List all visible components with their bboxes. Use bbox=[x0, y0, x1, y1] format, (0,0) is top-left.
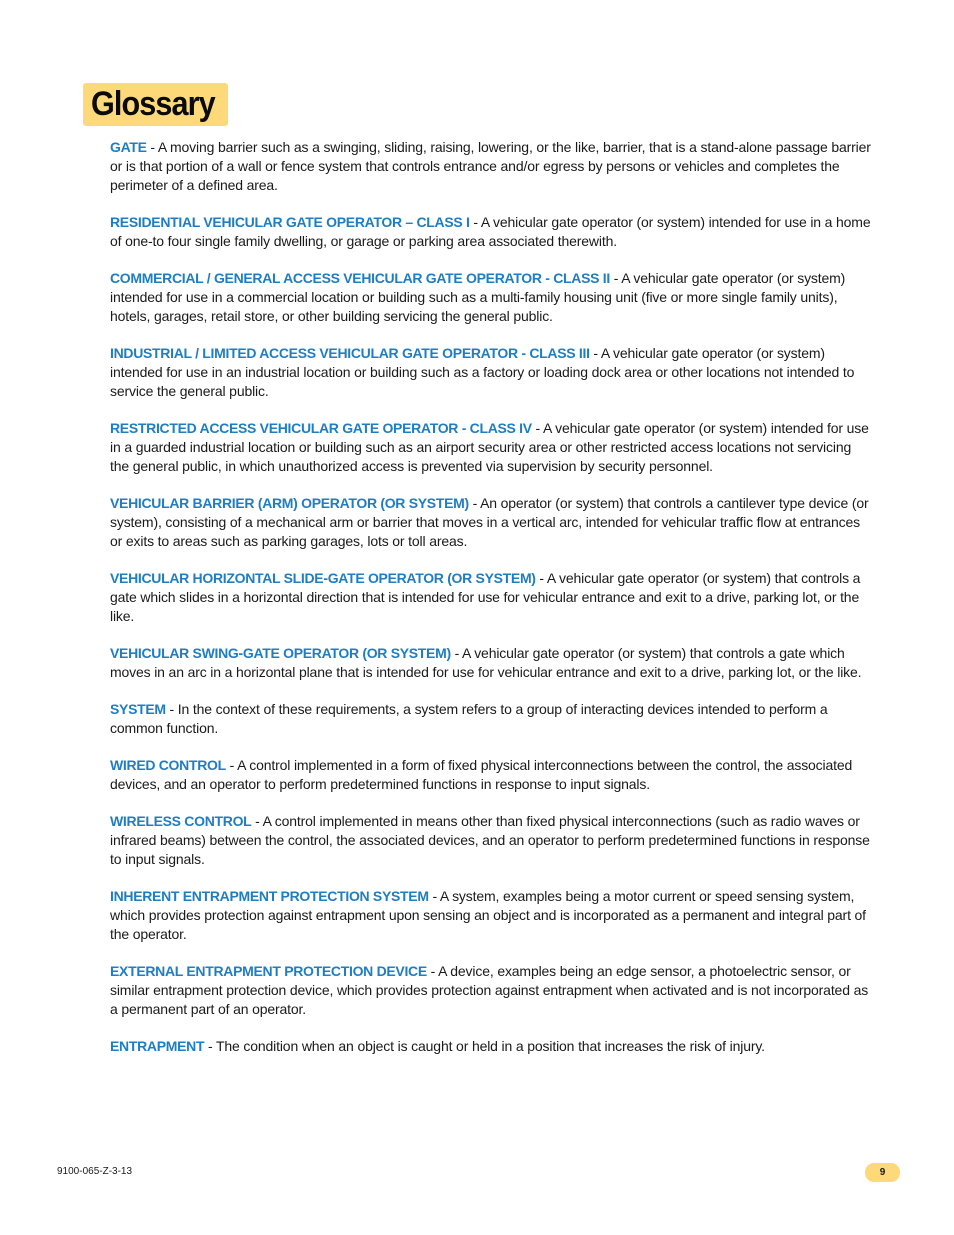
glossary-entry-wired-control bbox=[110, 756, 872, 794]
glossary-definition: - In the context of these requirements, a system refers to a group of interacting devices intended to perform a common function. bbox=[110, 701, 828, 736]
page-number-badge: 9 bbox=[865, 1163, 900, 1182]
glossary-entry-commercial-class-ii bbox=[110, 269, 872, 326]
glossary-term: GATE bbox=[110, 139, 147, 155]
glossary-definition: - A vehicular gate operator (or system) that controls a gate which slides in a horizontal direction that is intended for use for vehicular entrance and exit to a drive, parking lot, or the like. bbox=[110, 570, 861, 624]
glossary-definition: - A control implemented in a form of fixed physical interconnections between the control, the associated devices, and an operator to perform predetermined functions in response to input signals. bbox=[110, 757, 853, 792]
glossary-entry-slide-gate-operator bbox=[110, 569, 872, 626]
glossary-term: VEHICULAR SWING-GATE OPERATOR (OR SYSTEM) bbox=[110, 645, 451, 661]
glossary-definition: - A moving barrier such as a swinging, sliding, raising, lowering, or the like, barrier, that is a stand-alone passage barrier or is that portion of a wall or fence system that controls entrance and/or egress by persons or vehicles and completes the perimeter of a defined area. bbox=[110, 139, 871, 193]
glossary-entry-gate bbox=[110, 138, 872, 195]
glossary-definition: - The condition when an object is caught or held in a position that increases the risk of injury. bbox=[204, 1038, 765, 1054]
glossary-term: RESTRICTED ACCESS VEHICULAR GATE OPERATOR - CLASS IV bbox=[110, 420, 532, 436]
glossary-definition: - A vehicular gate operator (or system) that controls a gate which moves in an arc in a horizontal plane that is intended for use for vehicular entrance and exit to a drive, parking lot, or the like. bbox=[110, 645, 862, 680]
glossary-entry-external-entrapment-protection bbox=[110, 962, 872, 1019]
glossary-entry-restricted-class-iv bbox=[110, 419, 872, 476]
glossary-term: VEHICULAR BARRIER (ARM) OPERATOR (OR SYSTEM) bbox=[110, 495, 469, 511]
glossary-definition: - A vehicular gate operator (or system) intended for use in a guarded industrial location or building such as an airport security area or other restricted access locations not servicing the general public, in which unauthorized access is prevented via supervision by security personnel. bbox=[110, 420, 869, 474]
glossary-term: WIRED CONTROL bbox=[110, 757, 226, 773]
glossary-entry-inherent-entrapment-protection bbox=[110, 887, 872, 944]
glossary-definition: - A system, examples being a motor current or speed sensing system, which provides protection against entrapment upon sensing an object and is incorporated as a permanent and integral part of the operator. bbox=[110, 888, 866, 942]
glossary-entry-system bbox=[110, 700, 872, 738]
glossary-term: INDUSTRIAL / LIMITED ACCESS VEHICULAR GATE OPERATOR - CLASS III bbox=[110, 345, 590, 361]
glossary-list bbox=[110, 138, 872, 1074]
glossary-term: COMMERCIAL / GENERAL ACCESS VEHICULAR GATE OPERATOR - CLASS II bbox=[110, 270, 610, 286]
glossary-definition: - A device, examples being an edge sensor, a photoelectric sensor, or similar entrapment protection device, which provides protection against entrapment when activated and is not incorporated as a permanent part of an operator. bbox=[110, 963, 869, 1017]
document-code: 9100-065-Z-3-13 bbox=[57, 1166, 133, 1177]
glossary-definition: - A control implemented in means other than fixed physical interconnections (such as radio waves or infrared beams) between the control, the associated devices, and an operator to perform predetermined functions in response to input signals. bbox=[110, 813, 870, 867]
page-title: Glossary bbox=[91, 85, 215, 123]
page-title-banner bbox=[83, 83, 228, 126]
glossary-definition: - A vehicular gate operator (or system) intended for use in a home of one-to four single family dwelling, or garage or parking area associated therewith. bbox=[110, 214, 871, 249]
glossary-entry-entrapment bbox=[110, 1037, 872, 1056]
glossary-definition: - An operator (or system) that controls a cantilever type device (or system), consisting of a mechanical arm or barrier that moves in a vertical arc, intended for vehicular traffic flow at entrances or exits to areas such as parking garages, lots or toll areas. bbox=[110, 495, 869, 549]
glossary-term: WIRELESS CONTROL bbox=[110, 813, 252, 829]
glossary-entry-barrier-arm-operator bbox=[110, 494, 872, 551]
glossary-term: INHERENT ENTRAPMENT PROTECTION SYSTEM bbox=[110, 888, 429, 904]
glossary-term: RESIDENTIAL VEHICULAR GATE OPERATOR – CLASS I bbox=[110, 214, 470, 230]
glossary-term: VEHICULAR HORIZONTAL SLIDE-GATE OPERATOR (OR SYSTEM) bbox=[110, 570, 536, 586]
glossary-term: SYSTEM bbox=[110, 701, 166, 717]
glossary-definition: - A vehicular gate operator (or system) intended for use in an industrial location or building such as a factory or loading dock area or other locations not intended to service the general public. bbox=[110, 345, 855, 399]
glossary-definition: - A vehicular gate operator (or system) intended for use in a commercial location or building such as a multi-family housing unit (five or more single family units), hotels, garages, retail store, or other building servicing the general public. bbox=[110, 270, 846, 324]
glossary-term: EXTERNAL ENTRAPMENT PROTECTION DEVICE bbox=[110, 963, 427, 979]
glossary-entry-wireless-control bbox=[110, 812, 872, 869]
glossary-entry-residential-class-i bbox=[110, 213, 872, 251]
glossary-entry-swing-gate-operator bbox=[110, 644, 872, 682]
glossary-entry-industrial-class-iii bbox=[110, 344, 872, 401]
glossary-term: ENTRAPMENT bbox=[110, 1038, 205, 1054]
